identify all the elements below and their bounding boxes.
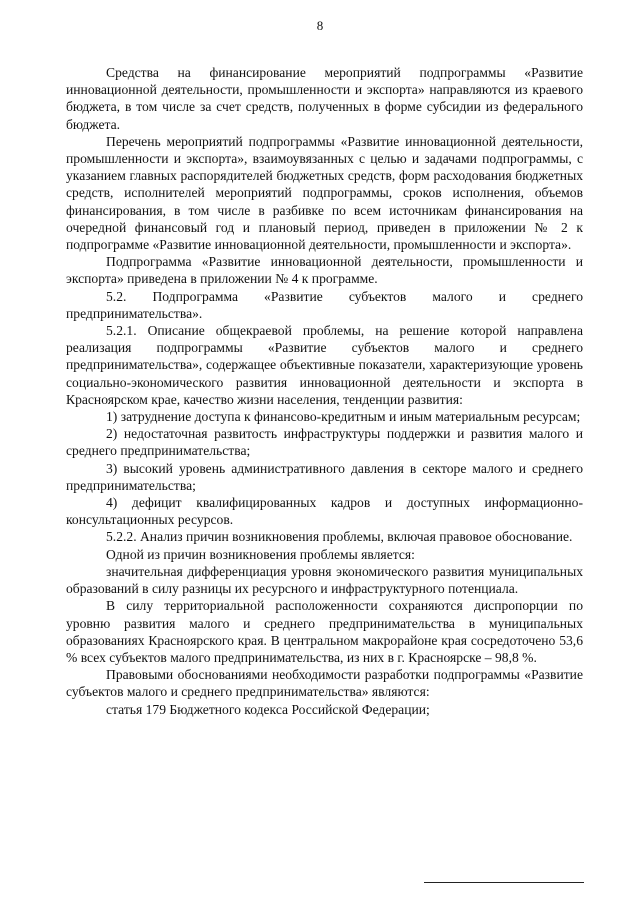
page-number: 8	[316, 18, 324, 33]
paragraph-legal-grounds: Правовыми обоснованиями необходимости разработки подпрограммы «Развитие субъектов малого и среднего предпринимательства» являются:	[66, 667, 583, 700]
paragraph-territorial-disproportion: В силу территориальной расположенности сохраняются диспропорции по уровню развития малого и среднего предпринимательства в муниципальных образованиях Красноярского края. В центральном макрорайоне края сосредоточено 53,6 % всех субъектов малого предпринимательства, из них в г. Красноярске – 98,8 %.	[66, 598, 583, 665]
paragraph-budget-code-article: статья 179 Бюджетного кодекса Российской Федерации;	[106, 701, 430, 717]
list-item-4: 4) дефицит квалифицированных кадров и доступных информационно-консультационных ресурсов.	[66, 495, 583, 528]
paragraph-problem-causes: Одной из причин возникновения проблемы является:	[106, 546, 415, 562]
paragraph-subprogram-appendix: Подпрограмма «Развитие инновационной деятельности, промышленности и экспорта» приведена в приложении № 4 к программе.	[66, 254, 583, 287]
paragraph-financing-sources: Средства на финансирование мероприятий подпрограммы «Развитие инновационной деятельности, промышленности и экспорта» направляются из краевого бюджета, в том числе за счет средств, полученных в форме субсидии из федерального бюджета.	[66, 65, 583, 132]
section-heading-5-2-1: 5.2.1. Описание общекраевой проблемы, на решение которой направлена реализация подпрограммы «Развитие субъектов малого и среднего предпринимательства», содержащее объективные показатели, характеризующие уровень социально-экономического развития инновационной деятельности и экспорта в Красноярском крае, качество жизни населения, тенденции развития:	[66, 323, 583, 407]
paragraph-activities-list: Перечень мероприятий подпрограммы «Развитие инновационной деятельности, промышленности и экспорта», взаимоувязанных с целью и задачами подпрограммы, с указанием главных распорядителей бюджетных средств, форм расходования бюджетных средств, исполнителей мероприятий подпрограммы, сроков исполнения, объемов финансирования, в том числе в разбивке по всем источникам финансирования на очередной финансовый год и плановый период, приведен в приложении № 2 к подпрограмме «Развитие инновационной деятельности, промышленности и экспорта».	[66, 133, 583, 253]
section-heading-5-2: 5.2. Подпрограмма «Развитие субъектов малого и среднего предпринимательства».	[66, 288, 583, 321]
list-item-2: 2) недостаточная развитость инфраструктуры поддержки и развития малого и среднего предпринимательства;	[66, 426, 583, 459]
section-heading-5-2-2: 5.2.2. Анализ причин возникновения проблемы, включая правовое обоснование.	[106, 529, 573, 545]
paragraph-differentiation: значительная дифференциация уровня экономического развития муниципальных образований в силу разницы их ресурсного и инфраструктурного потенциала.	[66, 563, 583, 597]
list-item-1: 1) затруднение доступа к финансово-кредитным и иным материальным ресурсам;	[106, 409, 581, 425]
bottom-divider	[424, 882, 584, 883]
document-body	[66, 64, 583, 718]
list-item-3: 3) высокий уровень административного давления в секторе малого и среднего предпринимательства;	[66, 460, 583, 493]
